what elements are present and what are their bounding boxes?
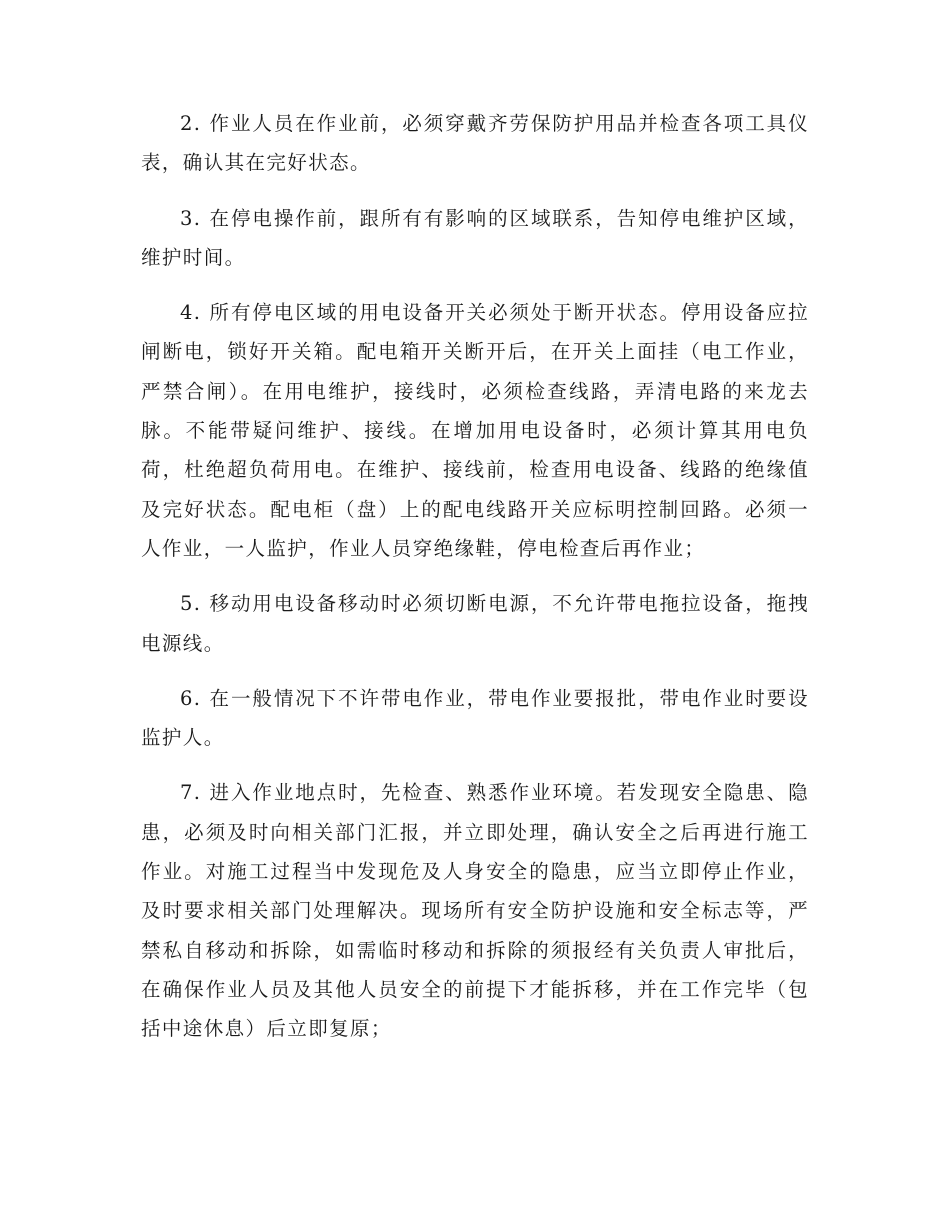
- paragraph-item-5: 5. 移动用电设备移动时必须切断电源，不允许带电拖拉设备，拖拽电源线。: [141, 592, 809, 655]
- paragraph-item-7: 7. 进入作业地点时，先检查、熟悉作业环境。若发现安全隐患、隐患，必须及时向相关部门汇报，并立即处理，确认安全之后再进行施工作业。对施工过程当中发现危及人身安全的隐患，应当立即停止作业，及时要求相关部门处理解决。现场所有安全防护设施和安全标志等，严禁私自移动和拆除，如需临时移动和拆除的须报经有关负责人审批后，在确保作业人员及其他人员安全的前提下才能拆移，并在工作完毕（包括中途休息）后立即复原；: [141, 781, 809, 1041]
- paragraph-item-4: 4. 所有停电区域的用电设备开关必须处于断开状态。停用设备应拉闸断电，锁好开关箱。配电箱开关断开后，在开关上面挂（电工作业，严禁合闸）。在用电维护，接线时，必须检查线路，弄清电路的来龙去脉。不能带疑问维护、接线。在增加用电设备时，必须计算其用电负荷，杜绝超负荷用电。在维护、接线前，检查用电设备、线路的绝缘值及完好状态。配电柜（盘）上的配电线路开关应标明控制回路。必须一人作业，一人监护，作业人员穿绝缘鞋，停电检查后再作业；: [141, 301, 809, 560]
- paragraph-item-3: 3. 在停电操作前，跟所有有影响的区域联系，告知停电维护区域，维护时间。: [141, 206, 809, 269]
- document-page: [141, 104, 809, 1065]
- paragraph-item-6: 6. 在一般情况下不许带电作业，带电作业要报批，带电作业时要设监护人。: [141, 686, 809, 750]
- paragraph-item-2: 2. 作业人员在作业前，必须穿戴齐劳保防护用品并检查各项工具仪表，确认其在完好状态。: [141, 112, 809, 175]
